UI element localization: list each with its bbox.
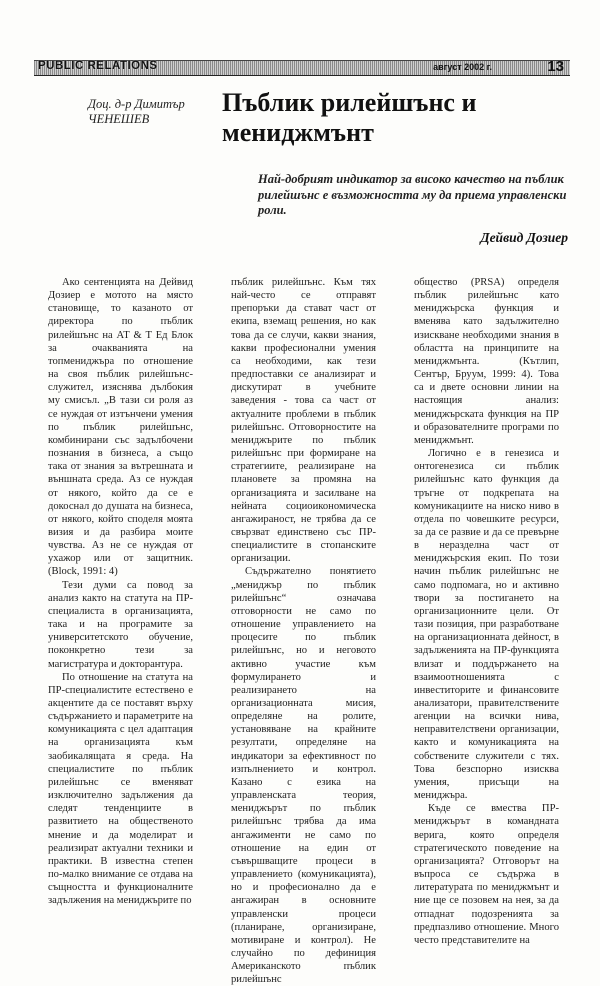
paragraph: Тези думи са повод за анализ както на статута на ПР-специалиста в организацията, така и на програмите за университетското обучение, поконкретно тези за магистратура и докторантура. bbox=[48, 579, 193, 670]
paragraph: Къде се вмества ПР-мениджърът в командната верига, която определя стратегическото поведение на организацията? Отговорът на въпроса се съдържа в литературата по мениджмънт и ние ще се позовем на нея, за да отпаднат подозренията за предпазливо отношение. Много често представителите на bbox=[414, 803, 559, 946]
author-rank-name: Доц. д-р Димитър bbox=[88, 97, 185, 111]
paragraph: пъблик рилейшънс. Към тях най-често се отправят препоръки да стават част от екипа, вземащ решения, но как това да се случи, какви знания, какви професионални умения са необходими, как тези предпоставки се анализират и дискутират в учебните заведения - това са част от актуалните проблеми в пъблик рилейшънс. Отговорностите на мениджърите по пъблик рилейшънс при формиране на стратегиите, реализиране на плановете за промяна на организацията и засилване на нейната социоикономическа ангажираност, не трябва да се свързват единствено със ПР-специалистите в стопанските организации. bbox=[231, 277, 376, 565]
paragraph: Логично е в генезиса и онтогенезиса си пъблик рилейшънс като функция да тръгне от подкрепата на комуникациите на ниско ниво в отдела по човешките ресурси, за да се развие и да се превърне в неразделна част от мениджърския екип. По този начин пъблик рилейшънс не само подпомага, но и активно твори за постигането на организационните цели. От тази позиция, при разработване на организационната дейност, в задълженията на ПР-функцията влизат и поддържането на взаимоотношенията с инвеститорите и финансовите анализатори, правителствените агенции на всички нива, неправителствени организации, както и комуникацията на собствените служители с тях. Това безспорно изисква умения, присъщи на мениджъра. bbox=[414, 448, 559, 802]
paragraph: Съдържателно понятието „мениджър по пъблик рилейшънс“ означава отговорности не само по отношение управлението на процесите по пъблик рилейшънс, но и неговото активно участие към формулирането и реализирането на организационната мисия, определяне на ролите, установяване на крайните резултати, определяне на индикатори за ефективност по изпълнението и контрол. Казано с езика на управленската теория, мениджърът по пъблик рилейшънс трябва да има ангажименти не само по отношение на един от съвършващите процеси в управлението (комуникацията), но и професионално да е ангажиран в основните управленски процеси (планиране, организиране, мотивиране и контрол). Не случайно по дефиниция Американското пъблик рилейшънс bbox=[231, 566, 376, 986]
paragraph: общество (PRSA) определя пъблик рилейшънс като мениджърска функция и вменява като задължително изискване необходими знания в областта на принципите на мениджмънта. (Кътлип, Сентър, Бруум, 1999: 4). Това са и двете основни линии на настоящия анализ: мениджърската функция на ПР и образователните програми по мениджмънт. bbox=[414, 277, 559, 446]
author-surname: ЧЕНЕШЕВ bbox=[88, 112, 150, 126]
paragraph: По отношение на статута на ПР-специалистите естествено е акцентите да се поставят върху съдържанието и параметрите на комуникацията с цел адаптация на организацията към заобикалящата я среда. На специалистите по пъблик рилейшънс се вменяват изключително задължения да следят тенденциите в развитието на общественото мнение и да моделират и реализират актуални техники и практики. В известна степен по-малко внимание се отдава на същността и функционалните задължения на мениджърите по bbox=[48, 671, 194, 907]
issue-date: август 2002 г. bbox=[433, 62, 492, 72]
epigraph-author: Дейвид Дозиер bbox=[480, 230, 568, 245]
section-label: PUBLIC RELATIONS bbox=[38, 60, 158, 72]
author-block bbox=[88, 97, 208, 127]
text-column-1 bbox=[48, 276, 194, 907]
text-column-3 bbox=[414, 276, 559, 946]
text-column-2 bbox=[231, 276, 376, 986]
page-number: 13 bbox=[547, 58, 564, 75]
running-header bbox=[34, 60, 570, 76]
paragraph: Ако сентенцията на Дейвид Дозиер е мотото на място становище, то казаното от директора по пъблик рилейшънс на АТ & Т Ед Блок за очакванията на топмениджъра по отношение на своя пъблик рилейшънс-служител, изяснява дълбокия му смисъл. „В тази си роля аз се нуждая от изтънчени умения по пъблик рилейшънс, комбинирани със задълбочени познания в бизнеса, а също така от знания за вътрешната и външната среда. Аз се нуждая от някого, който да се е докоснал до душата на бизнеса, от някого, който споделя моята визия и да разбира моите чувства. Аз не се нуждая от ухажор или от защитник. (Block, 1991: 4) bbox=[48, 277, 193, 578]
article-epigraph: Най-добрият индикатор за високо качество на пъблик рилейшънс е възможността му да приема управленски роли. bbox=[258, 172, 567, 217]
article-title: Пъблик рилейшънс и мениджмънт bbox=[222, 88, 477, 147]
